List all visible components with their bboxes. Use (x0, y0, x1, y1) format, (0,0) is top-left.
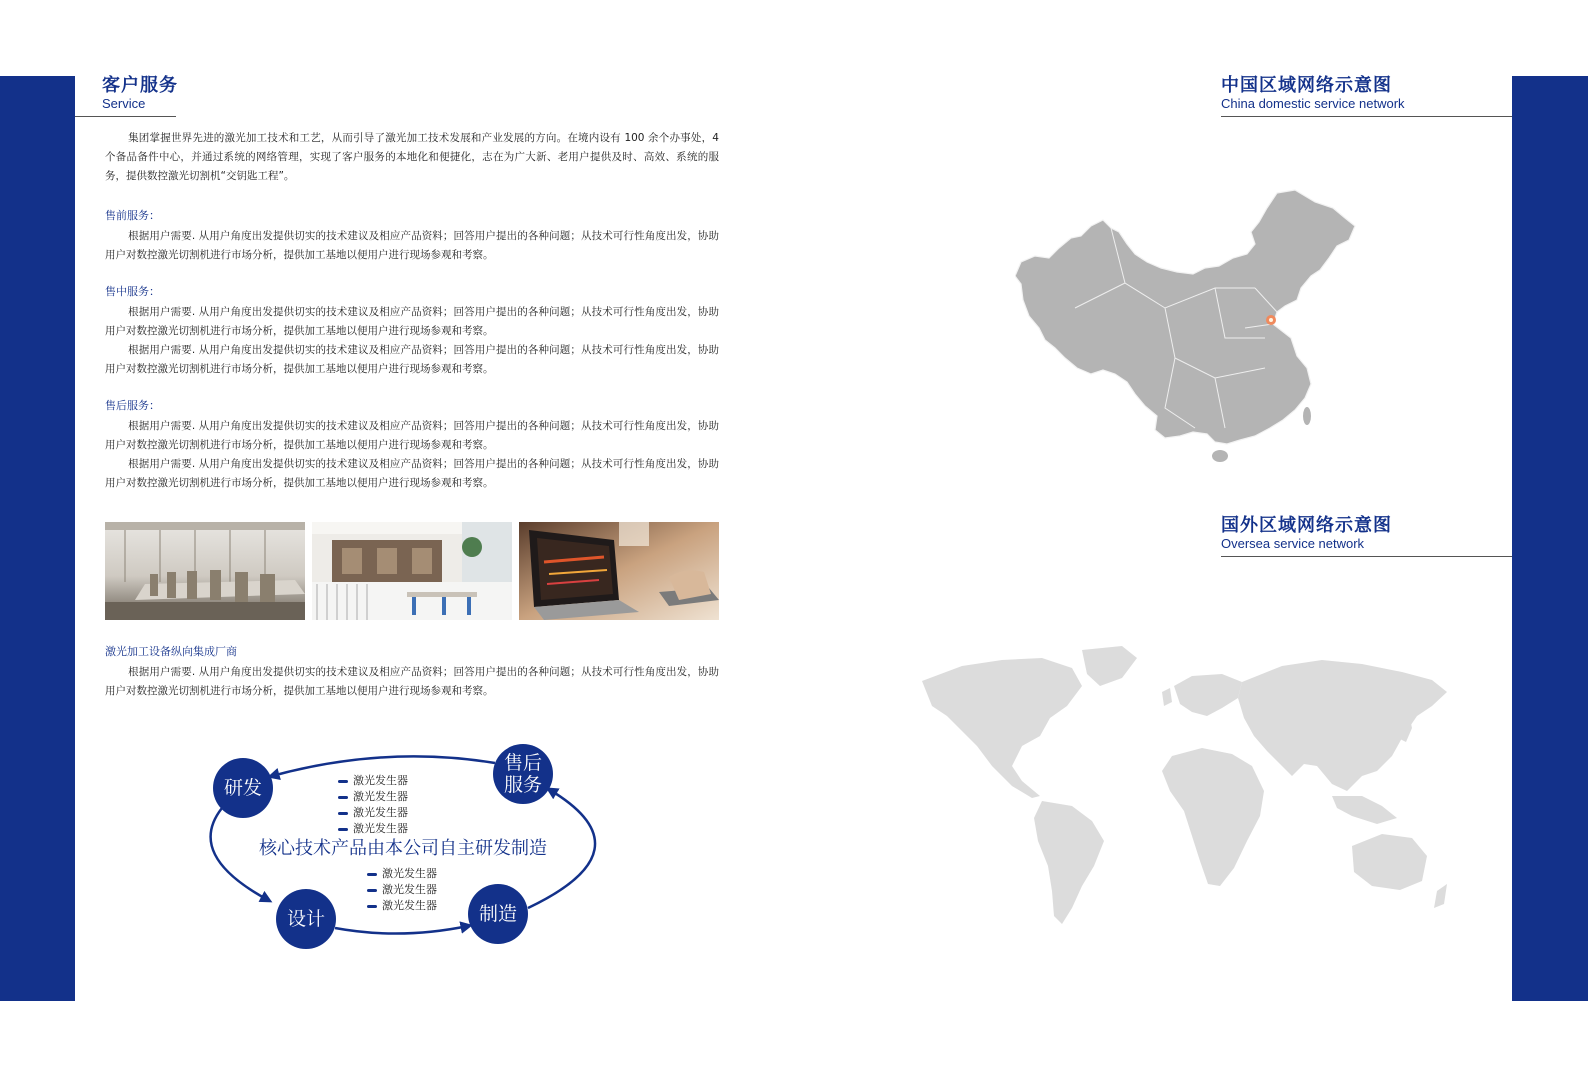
integrator-heading: 激光加工设备纵向集成厂商 (105, 645, 237, 658)
australia (1352, 834, 1427, 890)
north-america (922, 658, 1082, 798)
china-map-shape (1015, 190, 1355, 444)
bullet-dash (338, 812, 348, 815)
bottom-bullet-2 (367, 882, 437, 898)
aftersale-paragraph-1: 根据用户需要. 从用户角度出发提供切实的技术建议及相应产品资料；回答用户提出的各种问题；从技术可行性角度出发，协助用户对数控激光切割机进行市场分析，提供加工基地以便用户进行现场参观和考察。 (105, 420, 719, 451)
world-map-title (1221, 516, 1392, 552)
bullet-dash (338, 796, 348, 799)
node-manufacture-label: 制造 (478, 903, 517, 925)
node-aftersale-label-line2: 服务 (503, 774, 542, 796)
europe (1174, 674, 1242, 716)
top-bullet-3-text: 激光发生器 (353, 806, 408, 819)
hainan-island (1212, 450, 1228, 462)
uk (1162, 688, 1172, 706)
asia (1238, 660, 1447, 791)
top-bullet-3 (338, 805, 408, 821)
top-bullet-2 (338, 789, 408, 805)
top-bullet-2-text: 激光发生器 (353, 790, 408, 803)
china-map-title-en: China domestic service network (1221, 96, 1405, 111)
aftersale-paragraph-2: 根据用户需要. 从用户角度出发提供切实的技术建议及相应产品资料；回答用户提出的各种问题；从技术可行性角度出发，协助用户对数控激光切割机进行市场分析，提供加工基地以便用户进行现场参观和考察。 (105, 458, 719, 489)
node-aftersale-label-line1: 售后 (503, 752, 542, 774)
location-marker-icon (1266, 315, 1276, 325)
insale-paragraph-1: 根据用户需要. 从用户角度出发提供切实的技术建议及相应产品资料；回答用户提出的各种问题；从技术可行性角度出发，协助用户对数控激光切割机进行市场分析，提供加工基地以便用户进行现场参观和考察。 (105, 306, 719, 337)
world-map-title-rule (1221, 556, 1512, 557)
china-map-title (1221, 76, 1405, 112)
top-bullet-1 (338, 773, 408, 789)
aftersale-heading: 售后服务： (105, 399, 160, 412)
top-bullet-4-text: 激光发生器 (353, 822, 408, 835)
world-map (922, 646, 1462, 936)
integrator-paragraph: 根据用户需要. 从用户角度出发提供切实的技术建议及相应产品资料；回答用户提出的各种问题；从技术可行性角度出发，协助用户对数控激光切割机进行市场分析，提供加工基地以便用户进行现场参观和考察。 (105, 666, 719, 697)
bottom-bullet-3-text: 激光发生器 (382, 899, 437, 912)
intro-paragraph: 集团掌握世界先进的激光加工技术和工艺，从而引导了激光加工技术发展和产业发展的方向。在境内设有 100 余个办事处，4 个备品备件中心，并通过系统的网络管理，实现了客户服务的本地化和便捷化，志在为广大新、老用户提供及时、高效、系统的服务，提供数控激光切割机“交钥匙工程”。 (105, 132, 719, 182)
south-america (1034, 801, 1104, 924)
insale-paragraph-2: 根据用户需要. 从用户角度出发提供切实的技术建议及相应产品资料；回答用户提出的各种问题；从技术可行性角度出发，协助用户对数控激光切割机进行市场分析，提供加工基地以便用户进行现场参观和考察。 (105, 344, 719, 375)
service-title-zh: 客户服务 (102, 75, 178, 96)
bottom-bullet-2-text: 激光发生器 (382, 883, 437, 896)
bottom-bullet-3 (367, 898, 437, 914)
world-map-title-en: Oversea service network (1221, 536, 1365, 551)
world-map-title-zh: 国外区域网络示意图 (1221, 515, 1392, 536)
bullet-dash (367, 889, 377, 892)
new-zealand (1434, 884, 1447, 908)
bullet-dash (367, 873, 377, 876)
bullet-dash (367, 905, 377, 908)
greenland (1082, 646, 1137, 686)
southeast-asia (1332, 796, 1397, 824)
taiwan-island (1303, 407, 1311, 425)
node-aftersale-label (493, 752, 553, 796)
insale-heading: 售中服务： (105, 285, 160, 298)
africa (1162, 748, 1264, 886)
core-tech-statement: 核心技术产品由本公司自主研发制造 (259, 838, 547, 859)
bullet-dash (338, 780, 348, 783)
china-map-title-zh: 中国区域网络示意图 (1221, 75, 1392, 96)
top-bullet-4 (338, 821, 408, 837)
node-design-label: 设计 (286, 908, 325, 930)
bottom-bullet-1-text: 激光发生器 (382, 867, 437, 880)
china-map-title-rule (1221, 116, 1512, 117)
presale-paragraph: 根据用户需要. 从用户角度出发提供切实的技术建议及相应产品资料；回答用户提出的各种问题；从技术可行性角度出发，协助用户对数控激光切割机进行市场分析，提供加工基地以便用户进行现场参观和考察。 (105, 230, 719, 261)
presale-heading: 售前服务： (105, 209, 160, 222)
node-rd-label: 研发 (223, 777, 262, 799)
arrow-design-to-make (335, 926, 468, 934)
service-title-en: Service (102, 96, 146, 111)
bullet-dash (338, 828, 348, 831)
china-map (1015, 188, 1360, 473)
top-bullet-1-text: 激光发生器 (353, 774, 408, 787)
bottom-bullet-1 (367, 866, 437, 882)
